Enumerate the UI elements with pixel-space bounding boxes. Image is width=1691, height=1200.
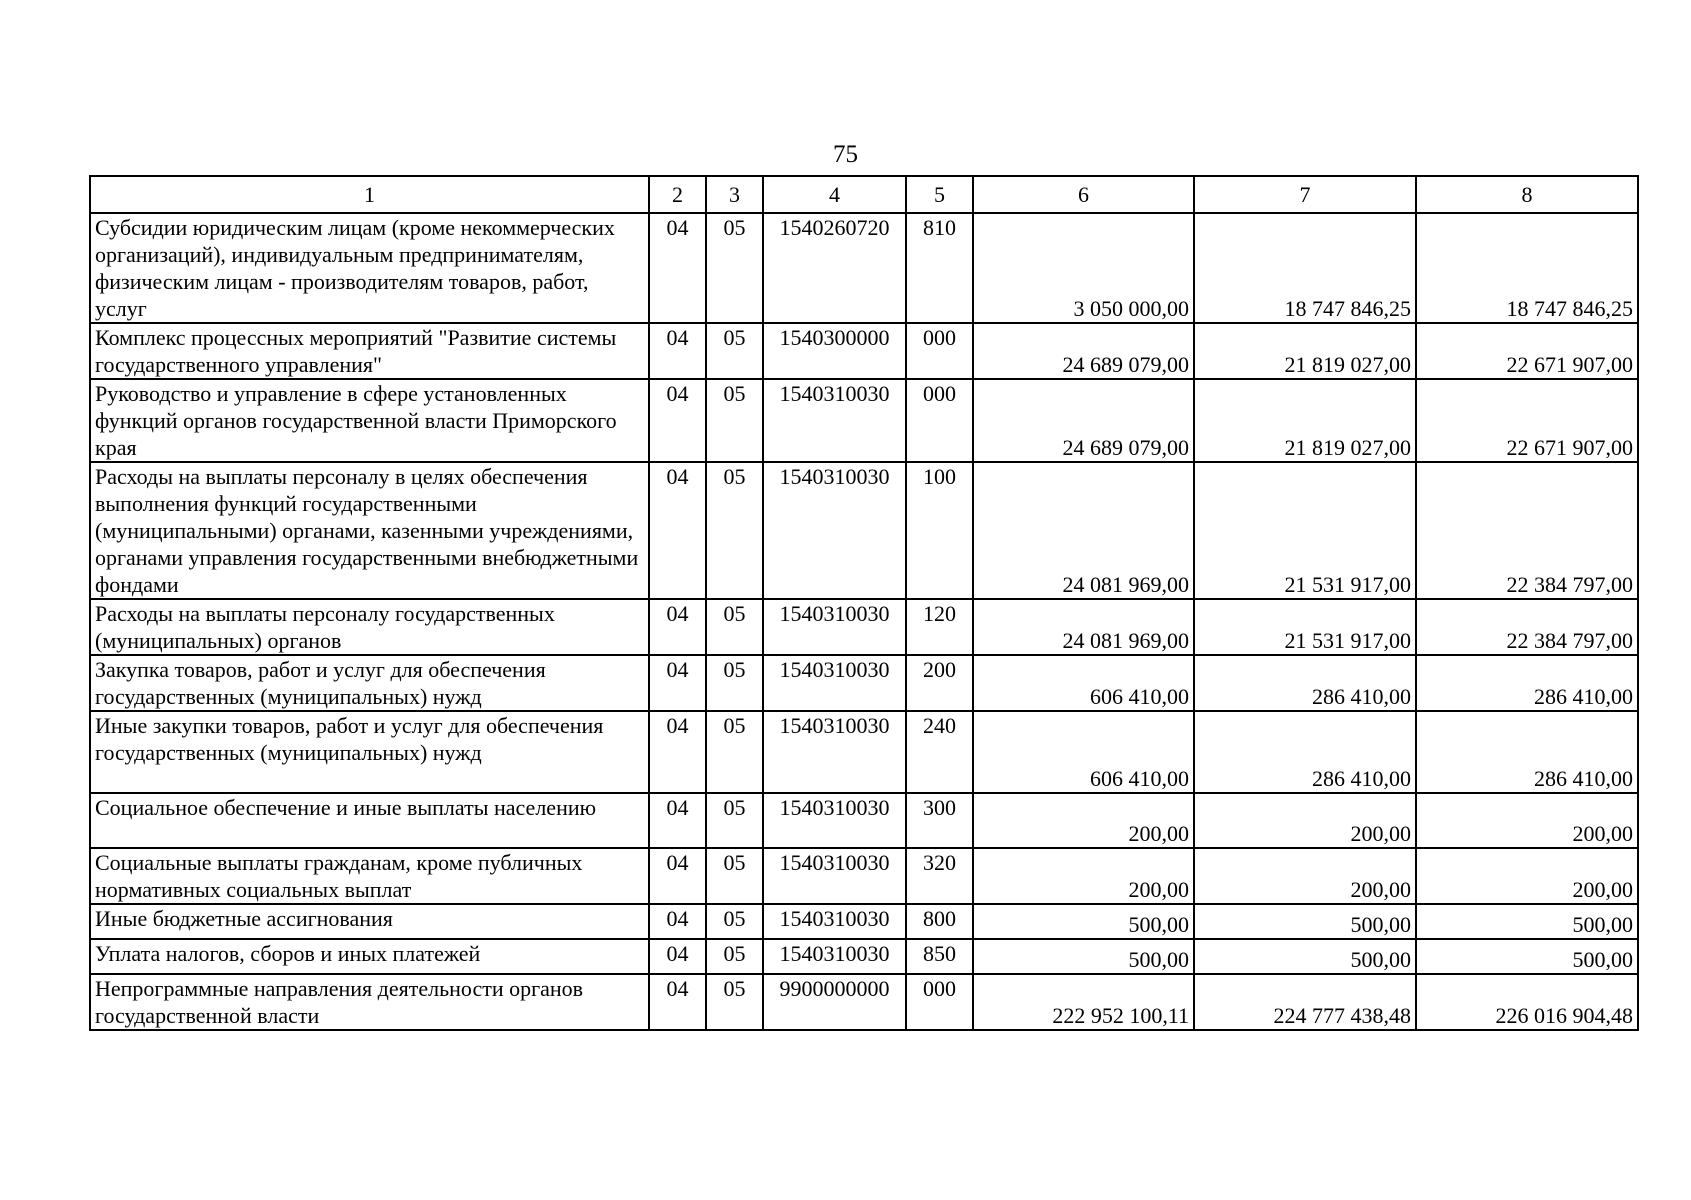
amount-col-8: 286 410,00 bbox=[1416, 711, 1638, 793]
expense-type-code: 100 bbox=[906, 462, 973, 599]
section-code: 04 bbox=[649, 655, 706, 711]
amount-col-8: 22 384 797,00 bbox=[1416, 462, 1638, 599]
column-number-row bbox=[90, 176, 1638, 213]
subsection-code: 05 bbox=[706, 599, 763, 655]
table-row bbox=[90, 655, 1638, 711]
table-row bbox=[90, 599, 1638, 655]
amount-col-8: 22 671 907,00 bbox=[1416, 379, 1638, 462]
table-row bbox=[90, 939, 1638, 974]
subsection-code: 05 bbox=[706, 793, 763, 848]
item-name: Иные бюджетные ассигнования bbox=[90, 904, 649, 939]
amount-col-6: 24 081 969,00 bbox=[973, 462, 1194, 599]
amount-col-7: 500,00 bbox=[1194, 939, 1416, 974]
target-article-code: 1540310030 bbox=[763, 711, 906, 793]
table-row bbox=[90, 904, 1638, 939]
amount-col-7: 21 531 917,00 bbox=[1194, 462, 1416, 599]
column-number: 2 bbox=[649, 176, 706, 213]
amount-col-7: 500,00 bbox=[1194, 904, 1416, 939]
amount-col-7: 21 531 917,00 bbox=[1194, 599, 1416, 655]
amount-col-6: 24 689 079,00 bbox=[973, 379, 1194, 462]
target-article-code: 1540310030 bbox=[763, 793, 906, 848]
item-name: Непрограммные направления деятельности органов государственной власти bbox=[90, 974, 649, 1030]
amount-col-7: 200,00 bbox=[1194, 793, 1416, 848]
target-article-code: 1540310030 bbox=[763, 848, 906, 904]
amount-col-6: 3 050 000,00 bbox=[973, 213, 1194, 323]
target-article-code: 1540300000 bbox=[763, 323, 906, 379]
column-number: 4 bbox=[763, 176, 906, 213]
section-code: 04 bbox=[649, 462, 706, 599]
item-name: Социальные выплаты гражданам, кроме публичных нормативных социальных выплат bbox=[90, 848, 649, 904]
section-code: 04 bbox=[649, 848, 706, 904]
expense-type-code: 000 bbox=[906, 323, 973, 379]
amount-col-7: 286 410,00 bbox=[1194, 711, 1416, 793]
section-code: 04 bbox=[649, 939, 706, 974]
item-name: Социальное обеспечение и иные выплаты населению bbox=[90, 793, 649, 848]
subsection-code: 05 bbox=[706, 323, 763, 379]
page-number: 75 bbox=[833, 141, 858, 168]
table-row bbox=[90, 711, 1638, 793]
table-row bbox=[90, 213, 1638, 323]
target-article-code: 1540310030 bbox=[763, 462, 906, 599]
table-row bbox=[90, 848, 1638, 904]
item-name: Расходы на выплаты персоналу государственных (муниципальных) органов bbox=[90, 599, 649, 655]
amount-col-6: 24 081 969,00 bbox=[973, 599, 1194, 655]
subsection-code: 05 bbox=[706, 848, 763, 904]
amount-col-6: 500,00 bbox=[973, 904, 1194, 939]
expense-type-code: 200 bbox=[906, 655, 973, 711]
expense-type-code: 810 bbox=[906, 213, 973, 323]
amount-col-8: 200,00 bbox=[1416, 793, 1638, 848]
table-row bbox=[90, 793, 1638, 848]
item-name: Иные закупки товаров, работ и услуг для обеспечения государственных (муниципальных) нужд bbox=[90, 711, 649, 793]
subsection-code: 05 bbox=[706, 904, 763, 939]
expense-type-code: 120 bbox=[906, 599, 973, 655]
section-code: 04 bbox=[649, 379, 706, 462]
amount-col-8: 286 410,00 bbox=[1416, 655, 1638, 711]
amount-col-7: 286 410,00 bbox=[1194, 655, 1416, 711]
table-row bbox=[90, 462, 1638, 599]
amount-col-8: 18 747 846,25 bbox=[1416, 213, 1638, 323]
subsection-code: 05 bbox=[706, 974, 763, 1030]
amount-col-8: 22 384 797,00 bbox=[1416, 599, 1638, 655]
column-number: 6 bbox=[973, 176, 1194, 213]
amount-col-6: 200,00 bbox=[973, 793, 1194, 848]
target-article-code: 1540310030 bbox=[763, 904, 906, 939]
column-number: 5 bbox=[906, 176, 973, 213]
amount-col-6: 606 410,00 bbox=[973, 711, 1194, 793]
section-code: 04 bbox=[649, 793, 706, 848]
expense-type-code: 000 bbox=[906, 379, 973, 462]
amount-col-6: 200,00 bbox=[973, 848, 1194, 904]
target-article-code: 1540310030 bbox=[763, 939, 906, 974]
section-code: 04 bbox=[649, 213, 706, 323]
table-row bbox=[90, 974, 1638, 1030]
amount-col-8: 500,00 bbox=[1416, 904, 1638, 939]
expense-type-code: 800 bbox=[906, 904, 973, 939]
item-name: Уплата налогов, сборов и иных платежей bbox=[90, 939, 649, 974]
amount-col-7: 21 819 027,00 bbox=[1194, 323, 1416, 379]
column-number: 7 bbox=[1194, 176, 1416, 213]
amount-col-7: 200,00 bbox=[1194, 848, 1416, 904]
amount-col-7: 21 819 027,00 bbox=[1194, 379, 1416, 462]
expense-type-code: 850 bbox=[906, 939, 973, 974]
item-name: Руководство и управление в сфере установленных функций органов государственной власти Приморского края bbox=[90, 379, 649, 462]
amount-col-8: 22 671 907,00 bbox=[1416, 323, 1638, 379]
subsection-code: 05 bbox=[706, 213, 763, 323]
subsection-code: 05 bbox=[706, 939, 763, 974]
table-row bbox=[90, 379, 1638, 462]
target-article-code: 1540310030 bbox=[763, 599, 906, 655]
expense-type-code: 240 bbox=[906, 711, 973, 793]
subsection-code: 05 bbox=[706, 711, 763, 793]
subsection-code: 05 bbox=[706, 379, 763, 462]
amount-col-8: 226 016 904,48 bbox=[1416, 974, 1638, 1030]
subsection-code: 05 bbox=[706, 655, 763, 711]
amount-col-8: 200,00 bbox=[1416, 848, 1638, 904]
subsection-code: 05 bbox=[706, 462, 763, 599]
target-article-code: 1540310030 bbox=[763, 655, 906, 711]
section-code: 04 bbox=[649, 904, 706, 939]
amount-col-7: 18 747 846,25 bbox=[1194, 213, 1416, 323]
budget-table bbox=[89, 175, 1639, 1031]
section-code: 04 bbox=[649, 711, 706, 793]
amount-col-8: 500,00 bbox=[1416, 939, 1638, 974]
column-number: 1 bbox=[90, 176, 649, 213]
amount-col-7: 224 777 438,48 bbox=[1194, 974, 1416, 1030]
section-code: 04 bbox=[649, 323, 706, 379]
amount-col-6: 500,00 bbox=[973, 939, 1194, 974]
column-number: 8 bbox=[1416, 176, 1638, 213]
table-row bbox=[90, 323, 1638, 379]
column-number: 3 bbox=[706, 176, 763, 213]
item-name: Закупка товаров, работ и услуг для обеспечения государственных (муниципальных) нужд bbox=[90, 655, 649, 711]
expense-type-code: 000 bbox=[906, 974, 973, 1030]
target-article-code: 1540310030 bbox=[763, 379, 906, 462]
amount-col-6: 24 689 079,00 bbox=[973, 323, 1194, 379]
section-code: 04 bbox=[649, 599, 706, 655]
item-name: Расходы на выплаты персоналу в целях обеспечения выполнения функций государственными (муниципальными) органами, казенными учреждениями, органами управления государственными внебюджетными фондами bbox=[90, 462, 649, 599]
amount-col-6: 222 952 100,11 bbox=[973, 974, 1194, 1030]
item-name: Комплекс процессных мероприятий "Развитие системы государственного управления" bbox=[90, 323, 649, 379]
section-code: 04 bbox=[649, 974, 706, 1030]
target-article-code: 9900000000 bbox=[763, 974, 906, 1030]
expense-type-code: 300 bbox=[906, 793, 973, 848]
amount-col-6: 606 410,00 bbox=[973, 655, 1194, 711]
target-article-code: 1540260720 bbox=[763, 213, 906, 323]
expense-type-code: 320 bbox=[906, 848, 973, 904]
item-name: Субсидии юридическим лицам (кроме некоммерческих организаций), индивидуальным предпринимателям, физическим лицам - производителям товаров, работ, услуг bbox=[90, 213, 649, 323]
